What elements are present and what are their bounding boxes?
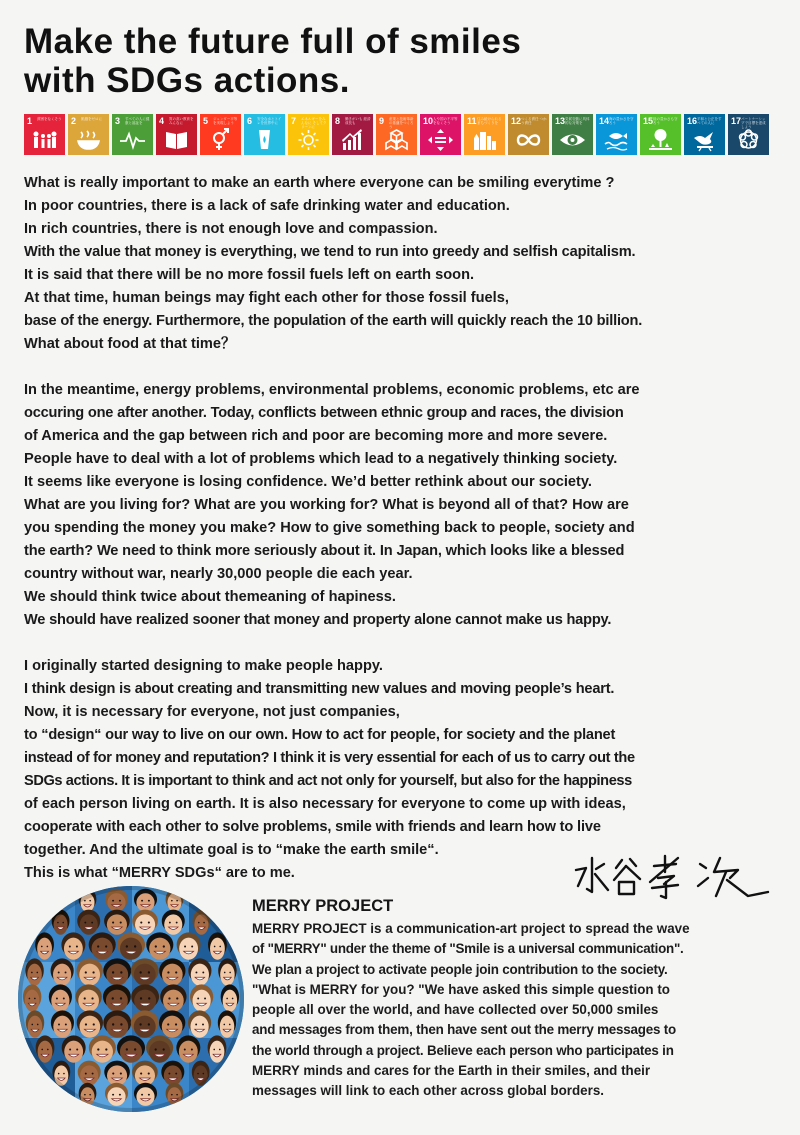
sdg-goal-label: 陸の豊かさも守ろう <box>653 117 678 125</box>
essay-line: the earth? We need to think more seriously about it. In Japan, which looks like a blessed <box>24 543 625 560</box>
essay-line: I think design is about creating and transmitting new values and moving people’s heart. <box>24 680 615 697</box>
sdg-goal-number: 15 <box>643 116 654 126</box>
essay-line: country without war, nearly 30,000 people die each year. <box>24 566 413 583</box>
sdg-goal-14-tile <box>596 114 637 155</box>
sdg-goal-label: 安全な水とトイレを世界中に <box>257 117 282 125</box>
essay-line: In rich countries, there is not enough love and compassion. <box>24 221 438 238</box>
essay <box>24 172 784 908</box>
sdg-goal-label: 働きがいも 経済成長も <box>345 117 371 125</box>
sdg-goal-number: 12 <box>511 116 522 126</box>
essay-line: instead of for money and reputation? I think it is very essential for each of us to carry out the <box>24 750 635 767</box>
heartbeat-icon <box>119 128 146 152</box>
sdg-goal-13-tile <box>552 114 593 155</box>
sdg-goal-number: 2 <box>71 116 77 126</box>
essay-line: This is what “MERRY SDGs“ are to me. <box>24 865 295 882</box>
sdg-icons-row <box>24 114 769 155</box>
page-title <box>24 22 784 100</box>
project-line: MERRY PROJECT is a communication-art project to spread the wave <box>252 921 690 936</box>
essay-line: It is said that there will be no more fossil fuels left on earth soon. <box>24 267 475 284</box>
project-line: of "MERRY" under the theme of "Smile is a universal communication". <box>252 941 684 957</box>
sdg-goal-number: 6 <box>247 116 253 126</box>
sdg-goal-label: すべての人に健康と福祉を <box>125 117 150 125</box>
sdg-goal-number: 9 <box>379 116 385 126</box>
sdg-goal-number: 4 <box>159 116 165 126</box>
sdg-goal-label: 人や国の不平等をなくそう <box>433 117 458 125</box>
essay-paragraph-2 <box>24 379 784 633</box>
project-line: messages will link to each other across global borders. <box>252 1083 604 1099</box>
essay-line: together. And the ultimate goal is to “make the earth smile“. <box>24 842 439 859</box>
sdg-goal-label: 気候変動に具体的な対策を <box>565 117 590 125</box>
project-line: "What is MERRY for you? "We have asked this simple question to <box>252 981 670 997</box>
essay-line: of America and the gap between rich and poor are becoming more and more severe. <box>24 427 608 444</box>
sdg-goal-1-tile <box>24 114 65 155</box>
sdg-goal-number: 8 <box>335 116 341 126</box>
essay-line: cooperate with each other to solve problems, smile with friends and learn how to live <box>24 819 601 836</box>
essay-line: What are you living for? What are you working for? What is beyond all of that? How are <box>24 497 629 514</box>
essay-line: What about food at that time？ <box>24 336 236 353</box>
sdg-goal-10-tile <box>420 114 461 155</box>
project-line: the world through a project. Believe each person who participates in <box>252 1042 674 1058</box>
essay-paragraph-3 <box>24 655 784 885</box>
sdg-goal-number: 10 <box>423 116 434 126</box>
rings-icon <box>735 128 762 152</box>
essay-line: occuring one after another. Today, conflicts between ethnic group and races, the division <box>24 404 624 421</box>
sdg-goal-7-tile <box>288 114 329 155</box>
family-icon <box>31 128 58 152</box>
essay-line: With the value that money is everything, we tend to run into greedy and selfish capitalism. <box>24 244 636 261</box>
essay-line: SDGs actions. It is important to think and act not only for yourself, but also for the happiness <box>24 773 632 790</box>
sdg-goal-4-tile <box>156 114 197 155</box>
sdg-goal-3-tile <box>112 114 153 155</box>
project-line: people all over the world, and have collected over 50,000 smiles <box>252 1002 659 1018</box>
sdg-goal-label: パートナーシップで目標を達成しよう <box>741 117 766 129</box>
essay-line: What is really important to make an earth where everyone can be smiling everytime ? <box>24 175 615 191</box>
sdg-goal-12-tile <box>508 114 549 155</box>
sdg-goal-number: 7 <box>291 116 297 126</box>
sdg-goal-number: 1 <box>27 116 33 126</box>
sdg-goal-9-tile <box>376 114 417 155</box>
eye-globe-icon <box>559 128 586 152</box>
title-line-2: with SDGs actions. <box>24 61 350 100</box>
sdg-goal-number: 14 <box>599 116 610 126</box>
sdg-goal-6-tile <box>244 114 285 155</box>
title-line-1: Make the future full of smiles <box>24 22 522 61</box>
essay-line: We should think twice about themeaning of hapiness. <box>24 589 396 606</box>
essay-line: you spending the money you make? How to give something back to people, society and <box>24 520 635 537</box>
sdg-goal-number: 5 <box>203 116 209 126</box>
merry-project-title: MERRY PROJECT <box>252 897 394 915</box>
book-icon <box>163 128 190 152</box>
sdg-goal-16-tile <box>684 114 725 155</box>
cubes-icon <box>383 128 410 152</box>
essay-line: I originally started designing to make people happy. <box>24 657 383 674</box>
sdg-goal-label: つくる責任 つかう責任 <box>521 117 547 125</box>
sdg-goal-15-tile <box>640 114 681 155</box>
smiling-faces-globe-image <box>18 886 244 1112</box>
equality-icon <box>427 128 454 152</box>
essay-paragraph-1 <box>24 172 784 356</box>
essay-line: At that time, human beings may fight each other for those fossil fuels, <box>24 290 509 307</box>
sdg-goal-label: エネルギーをみんなに そしてクリーンに <box>301 117 327 129</box>
sdg-goal-label: 質の高い教育をみんなに <box>169 117 194 125</box>
essay-line: We should have realized sooner that money and property alone cannot make us happy. <box>24 612 612 629</box>
essay-line: In the meantime, energy problems, environmental problems, economic problems, etc are <box>24 381 640 398</box>
sdg-goal-label: 飢餓をゼロに <box>81 117 102 121</box>
essay-line: In poor countries, there is a lack of safe drinking water and education. <box>24 198 510 215</box>
water-drop-icon <box>251 128 278 152</box>
sdg-goal-11-tile <box>464 114 505 155</box>
essay-line: of each person living on earth. It is also necessary for everyone to come up with ideas, <box>24 796 626 813</box>
project-line: MERRY minds and cares for the Earth in their smiles, and their <box>252 1063 651 1079</box>
essay-line: Now, it is necessary for everyone, not just companies, <box>24 703 400 720</box>
sdg-goal-5-tile <box>200 114 241 155</box>
essay-line: People have to deal with a lot of problems which lead to a negatively thinking society. <box>24 451 618 468</box>
sdg-goal-number: 17 <box>731 116 742 126</box>
city-icon <box>471 128 498 152</box>
sdg-goal-label: 海の豊かさを守ろう <box>609 117 634 125</box>
growth-chart-icon <box>339 128 366 152</box>
sdg-goal-2-tile <box>68 114 109 155</box>
gender-icon <box>207 128 234 152</box>
sdg-goal-label: ジェンダー平等を実現しよう <box>213 117 238 125</box>
sdg-goal-label: 住み続けられるまちづくりを <box>477 117 502 125</box>
sdg-goal-number: 3 <box>115 116 121 126</box>
sdg-goal-label: 産業と技術革新の基盤をつくろう <box>389 117 414 129</box>
tree-icon <box>647 128 674 152</box>
fish-icon <box>603 128 630 152</box>
project-line: We plan a project to activate people join contribution to the society. <box>252 961 668 977</box>
sdg-goal-17-tile <box>728 114 769 155</box>
dove-icon <box>691 128 718 152</box>
food-bowl-icon <box>75 128 102 152</box>
sdg-goal-8-tile <box>332 114 373 155</box>
sdg-goal-number: 13 <box>555 116 566 126</box>
project-line: and messages from them, then have sent out the merry messages to <box>252 1022 677 1038</box>
sdg-goal-number: 16 <box>687 116 698 126</box>
merry-project-section <box>252 895 782 1102</box>
infinity-icon <box>515 128 542 152</box>
essay-line: base of the energy. Furthermore, the population of the earth will quickly reach the 10 billion. <box>24 313 643 330</box>
sdg-goal-label: 平和と公正をすべての人に <box>697 117 722 125</box>
essay-line: to “design“ our way to live on our own. How to act for people, for society and the planet <box>24 727 616 744</box>
sdg-goal-number: 11 <box>467 116 477 126</box>
sun-icon <box>295 128 322 152</box>
essay-line: It seems like everyone is losing confidence. We’d better rethink about our society. <box>24 474 592 491</box>
merry-project-description <box>252 919 782 1102</box>
sdg-goal-label: 貧困をなくそう <box>37 117 62 121</box>
